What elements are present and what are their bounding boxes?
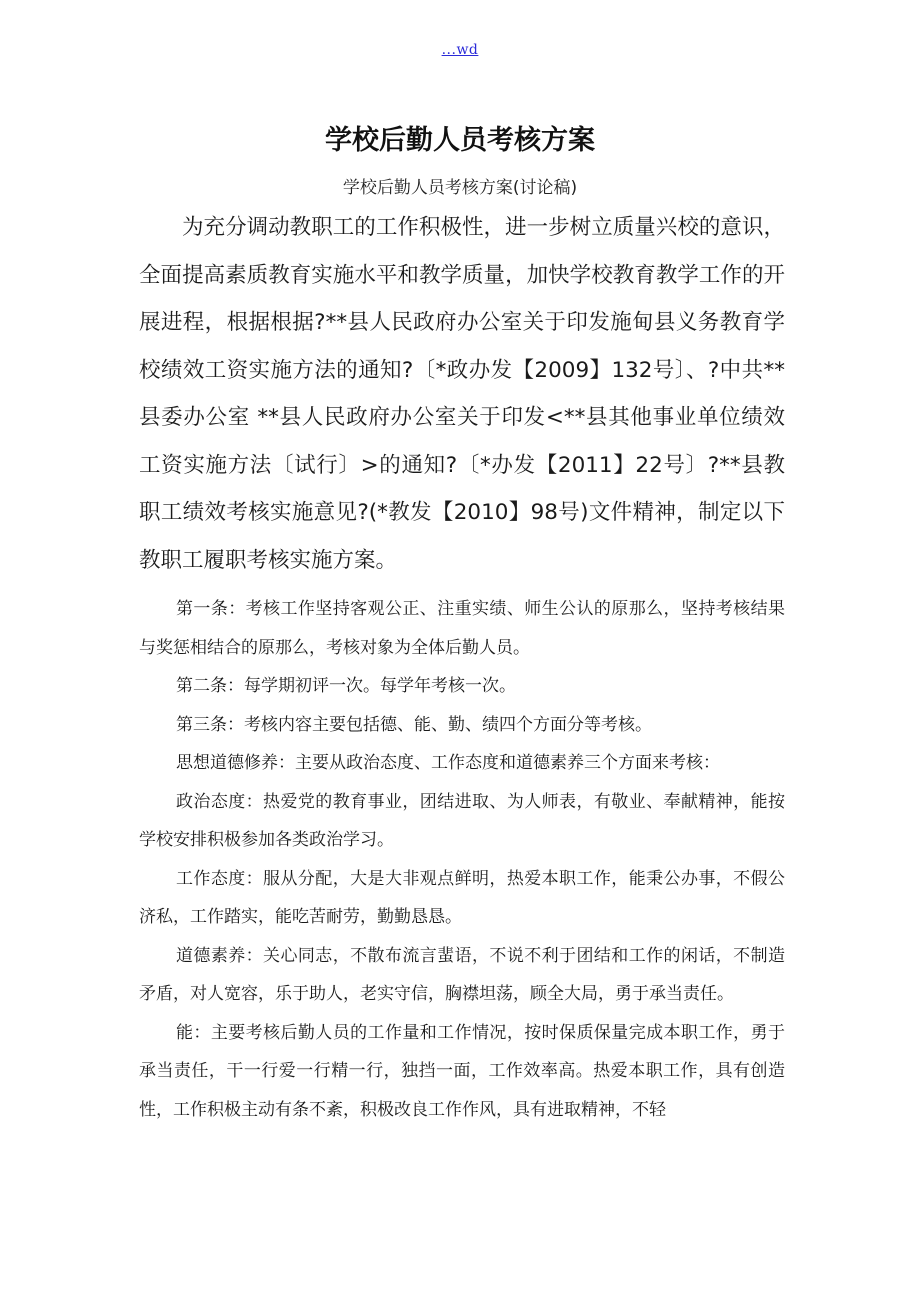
document-title: 学校后勤人员考核方案 — [325, 125, 595, 156]
article-2-paragraph: 第二条：每学期初评一次。每学年考核一次。 — [176, 676, 516, 696]
political-attitude-paragraph: 政治态度：热爱党的教育事业，团结进取、为人师表，有敬业、奉献精神，能按学校安排积极参加各类政治学习。 — [139, 791, 785, 850]
intro-paragraph: 为充分调动教职工的工作积极性，进一步树立质量兴校的意识，全面提高素质教育实施水平和教学质量，加快学校教育教学工作的开展进程，根据根据?**县人民政府办公室关于印发施甸县义务教育学校绩效工资实施方法的通知?〔*政办发【2009】132号〕、?中共**县委办公室 **县人民政府办公室关于印发<**县其他事业单位绩效工资实施方法〔试行〕>的通知?〔*办发【2011】22号〕?**县教职工绩效考核实施意见?(*教发【2010】98号)文件精神，制定以下教职工履职考核实施方案。 — [139, 215, 785, 573]
article-1-paragraph: 第一条：考核工作坚持客观公正、注重实绩、师生公认的原那么，坚持考核结果与奖惩相结合的原那么，考核对象为全体后勤人员。 — [139, 599, 785, 658]
header-link[interactable]: ...wd — [441, 42, 479, 58]
moral-quality-paragraph: 道德素养：关心同志，不散布流言蜚语，不说不利于团结和工作的闲话，不制造矛盾，对人宽容，乐于助人，老实守信，胸襟坦荡，顾全大局，勇于承当责任。 — [139, 945, 785, 1004]
document-subtitle: 学校后勤人员考核方案(讨论稿) — [342, 178, 578, 198]
work-attitude-paragraph: 工作态度：服从分配，大是大非观点鲜明，热爱本职工作，能秉公办事，不假公济私，工作踏实，能吃苦耐劳，勤勤恳恳。 — [139, 868, 785, 927]
document-body — [139, 590, 785, 1129]
moral-cultivation-paragraph: 思想道德修养：主要从政治态度、工作态度和道德素养三个方面来考核： — [176, 753, 720, 773]
article-3-paragraph: 第三条：考核内容主要包括德、能、勤、绩四个方面分等考核。 — [176, 714, 652, 735]
ability-paragraph: 能：主要考核后勤人员的工作量和工作情况，按时保质保量完成本职工作，勇于承当责任，干一行爱一行精一行，独挡一面，工作效率高。热爱本职工作，具有创造性，工作积极主动有条不紊，积极改良工作作风，具有进取精神，不轻 — [139, 1022, 785, 1120]
